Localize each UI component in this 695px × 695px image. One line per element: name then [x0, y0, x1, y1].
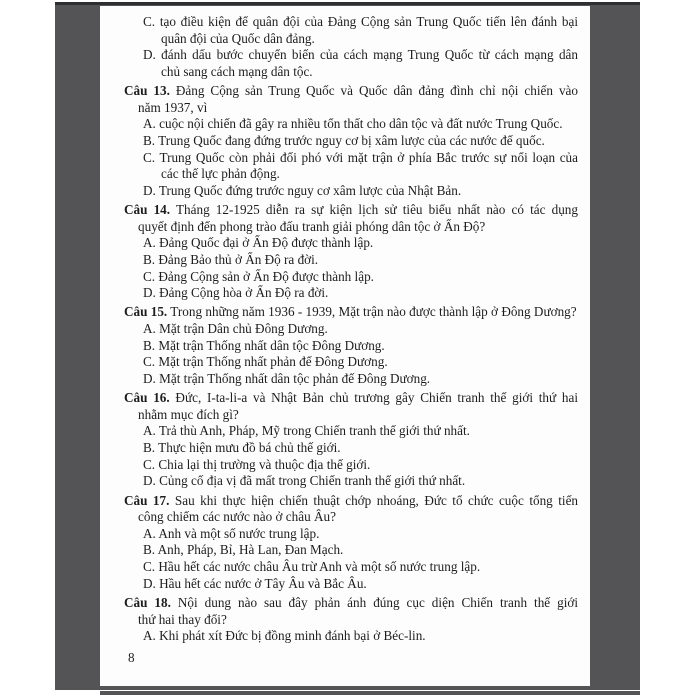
question-line: Câu 16. Đức, I-ta-li-a và Nhật Bản chủ trương gây Chiến tranh thế giới thứ hai — [124, 390, 578, 406]
option-line: C. Trung Quốc còn phải đối phó với mặt trận ở phía Bắc trước sự nổi loạn của — [143, 149, 578, 165]
answer-option — [100, 285, 578, 302]
question-line: Câu 18. Nội dung nào sau đây phản ánh đúng cục diện Chiến tranh thế giới — [124, 594, 578, 610]
photo-backdrop-edge — [100, 691, 640, 695]
option-line: A. Mặt trận Dân chủ Đông Dương. — [143, 321, 328, 337]
answer-option — [100, 457, 578, 474]
option-line: B. Trung Quốc đang đứng trước nguy cơ bị xâm lược của các nước đế quốc. — [143, 132, 545, 148]
answer-option — [100, 47, 578, 80]
option-line: các thế lực phản động. — [161, 166, 280, 182]
option-line: B. Thực hiện mưu đồ bá chủ thế giới. — [143, 440, 341, 456]
answer-option — [100, 628, 578, 645]
answer-option — [100, 269, 578, 286]
answer-option — [100, 576, 578, 593]
option-line: D. Củng cố địa vị đã mất trong Chiến tranh thế giới thứ nhất. — [143, 473, 466, 489]
option-line: C. Mặt trận Thống nhất phản đế Đông Dương. — [143, 354, 388, 370]
question-line: thứ hai thay đổi? — [138, 611, 227, 627]
option-line: B. Anh, Pháp, Bỉ, Hà Lan, Đan Mạch. — [143, 542, 344, 558]
answer-option — [100, 321, 578, 338]
option-line: D. Mặt trận Thống nhất dân tộc phản đế Đông Dương. — [143, 370, 431, 386]
question-line: Câu 15. Trong những năm 1936 - 1939, Mặt trận nào được thành lập ở Đông Dương? — [124, 304, 577, 320]
question-block — [100, 83, 578, 199]
questions-area — [100, 6, 590, 645]
question-line: Câu 17. Sau khi thực hiện chiến thuật chớp nhoáng, Đức tổ chức cuộc tổng tiến — [124, 492, 578, 508]
answer-option — [100, 116, 578, 133]
option-line: chủ sang cách mạng dân tộc. — [161, 63, 313, 79]
answer-option — [100, 559, 578, 576]
answer-option — [100, 440, 578, 457]
question-line: Câu 14. Tháng 12-1925 diễn ra sự kiện lịch sử tiêu biểu nhất nào có tác dụng — [124, 202, 578, 218]
answer-option — [100, 183, 578, 200]
option-line: C. Đảng Cộng sản ở Ấn Độ được thành lập. — [143, 268, 374, 284]
option-line: quân đội của Quốc dân đảng. — [161, 30, 315, 46]
question-block — [100, 304, 578, 387]
option-line: B. Mặt trận Thống nhất dân tộc Đông Dương. — [143, 337, 385, 353]
answer-option — [100, 526, 578, 543]
question-number: Câu 16. — [124, 390, 170, 406]
answer-option — [100, 150, 578, 183]
option-line: B. Đảng Bảo thủ ở Ấn Độ ra đời. — [143, 251, 319, 267]
answer-option — [100, 423, 578, 440]
answer-option — [100, 542, 578, 559]
option-line: D. đánh dấu bước chuyển biến của cách mạng Trung Quốc từ cách mạng dân — [143, 47, 578, 63]
answer-option — [100, 235, 578, 252]
question-line: nhằm mục đích gì? — [138, 406, 239, 422]
question-number: Câu 17. — [124, 492, 170, 508]
question-line: năm 1937, vì — [138, 99, 208, 115]
option-line: D. Đảng Cộng hòa ở Ấn Độ ra đời. — [143, 285, 329, 301]
question-number: Câu 15. — [124, 304, 168, 320]
option-line: C. tạo điều kiện để quân đội của Đảng Cộng sản Trung Quốc tiến lên đánh bại — [143, 14, 578, 29]
document-page — [100, 6, 590, 686]
option-line: D. Hầu hết các nước ở Tây Âu và Bắc Âu. — [143, 575, 367, 591]
answer-option — [100, 371, 578, 388]
page-number: 8 — [128, 649, 135, 665]
question-line: công chiếm các nước nào ở châu Âu? — [138, 509, 336, 525]
option-line: A. Trả thù Anh, Pháp, Mỹ trong Chiến tranh thế giới thứ nhất. — [143, 423, 470, 439]
answer-option — [100, 338, 578, 355]
question-block — [100, 595, 578, 645]
answer-option — [100, 473, 578, 490]
question-block — [100, 390, 578, 490]
question-number: Câu 14. — [124, 202, 171, 218]
answer-option — [100, 133, 578, 150]
answer-option — [100, 14, 578, 47]
answer-option — [100, 354, 578, 371]
answer-option — [100, 252, 578, 269]
option-line: A. cuộc nội chiến đã gây ra nhiều tổn thất cho dân tộc và đất nước Trung Quốc. — [143, 116, 563, 132]
question-line: quyết định đến phong trào đấu tranh giải phóng dân tộc ở Ấn Độ? — [138, 218, 486, 234]
question-number: Câu 13. — [124, 83, 170, 99]
option-line: D. Trung Quốc đứng trước nguy cơ xâm lược của Nhật Bản. — [143, 182, 462, 198]
option-line: A. Khi phát xít Đức bị đồng minh đánh bại ở Béc-lin. — [143, 628, 426, 644]
option-line: A. Đảng Quốc đại ở Ấn Độ được thành lập. — [143, 235, 374, 251]
option-line: A. Anh và một số nước trung lập. — [143, 525, 320, 541]
question-number: Câu 18. — [124, 594, 171, 610]
option-line: C. Hầu hết các nước châu Âu trừ Anh và một số nước trung lập. — [143, 558, 481, 574]
option-line: C. Chia lại thị trường và thuộc địa thế giới. — [143, 456, 371, 472]
question-block — [100, 202, 578, 302]
question-line: Câu 13. Đảng Cộng sản Trung Quốc và Quốc dân đảng đình chỉ nội chiến vào — [124, 83, 578, 99]
question-block — [100, 493, 578, 593]
